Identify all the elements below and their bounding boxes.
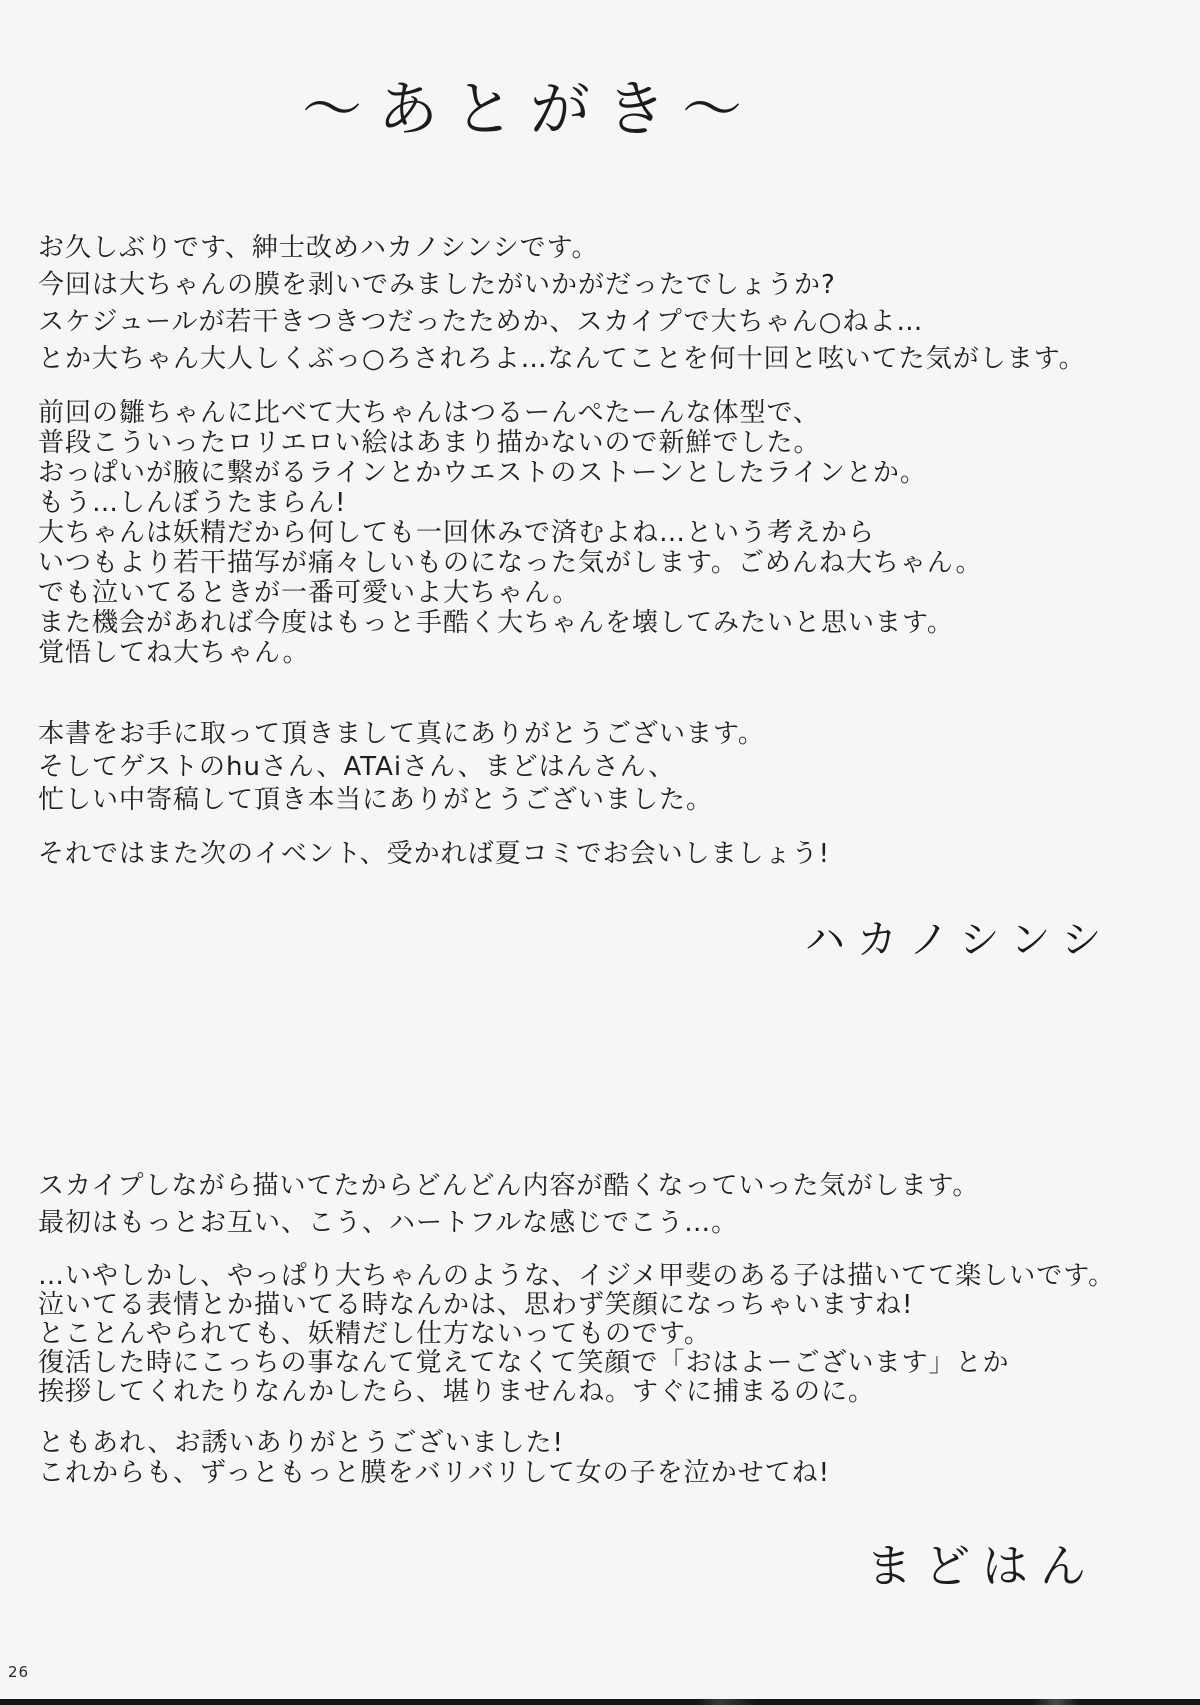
text-line: 本書をお手に取って頂きまして真にありがとうございます。 bbox=[38, 719, 765, 749]
signature-hakanoshinshi: ハカノシンシ bbox=[805, 917, 1114, 963]
text-line: スカイプしながら描いてたからどんどん内容が酷くなっていった気がします。 bbox=[38, 1171, 980, 1201]
text-line: お久しぶりです、紳士改めハカノシンシです。 bbox=[38, 233, 599, 263]
text-line: これからも、ずっともっと膜をバリバリして女の子を泣かせてね! bbox=[38, 1458, 831, 1488]
text-line: もう…しんぼうたまらん! bbox=[38, 488, 347, 518]
text-line: また機会があれば今度はもっと手酷く大ちゃんを壊してみたいと思います。 bbox=[38, 608, 954, 638]
text-line: 挨拶してくれたりなんかしたら、堪りませんね。すぐに捕まるのに。 bbox=[38, 1377, 876, 1407]
text-line: 泣いてる表情とか描いてる時なんかは、思わず笑顔になっちゃいますね! bbox=[38, 1290, 914, 1320]
main-afterword-closing bbox=[38, 838, 830, 871]
guest-afterword-paragraph-2 bbox=[38, 1262, 1115, 1407]
page-title: 〜あとがき〜 bbox=[302, 75, 758, 145]
text-line: 覚悟してね大ちゃん。 bbox=[38, 638, 310, 668]
text-line: 忙しい中寄稿して頂き本当にありがとうございました。 bbox=[38, 785, 714, 815]
main-afterword-paragraph-2 bbox=[38, 398, 982, 668]
text-line: とことんやられても、妖精だし仕方ないってものです。 bbox=[38, 1319, 711, 1349]
text-line: 復活した時にこっちの事なんて覚えてなくて笑顔で「おはよーございます」とか bbox=[38, 1348, 1010, 1378]
guest-afterword-paragraph-3 bbox=[38, 1428, 830, 1488]
text-line: とか大ちゃん大人しくぶっ○ろされろよ…なんてことを何十回と呟いてた気がします。 bbox=[38, 344, 1086, 374]
main-afterword-paragraph-1 bbox=[38, 230, 1086, 378]
scan-bottom-edge-artifact bbox=[0, 1699, 1200, 1705]
text-line: ともあれ、お誘いありがとうございました! bbox=[38, 1428, 564, 1458]
text-line: それではまた次のイベント、受かれば夏コミでお会いしましょう! bbox=[38, 839, 831, 869]
text-line: …いやしかし、やっぱり大ちゃんのような、イジメ甲斐のある子は描いてて楽しいです。 bbox=[38, 1261, 1116, 1291]
main-afterword-paragraph-3 bbox=[38, 718, 765, 817]
page-number: 26 bbox=[8, 1663, 30, 1681]
signature-madohan: まどはん bbox=[866, 1539, 1098, 1593]
text-line: そしてゲストのhuさん、ATAiさん、まどはんさん、 bbox=[38, 752, 676, 782]
text-line: 前回の雛ちゃんに比べて大ちゃんはつるーんぺたーんな体型で、 bbox=[38, 398, 820, 428]
text-line: 今回は大ちゃんの膜を剥いでみましたがいかがだったでしょうか? bbox=[38, 270, 836, 300]
guest-afterword-paragraph-1 bbox=[38, 1168, 979, 1242]
text-line: いつもより若干描写が痛々しいものになった気がします。ごめんね大ちゃん。 bbox=[38, 548, 983, 578]
text-line: 最初はもっとお互い、こう、ハートフルな感じでこう…。 bbox=[38, 1208, 739, 1238]
text-line: スケジュールが若干きつきつだったためか、スカイプで大ちゃん○ねよ… bbox=[38, 307, 924, 337]
text-line: 大ちゃんは妖精だから何しても一回休みで済むよね…という考えから bbox=[38, 518, 876, 548]
text-line: おっぱいが腋に繋がるラインとかウエストのストーンとしたラインとか。 bbox=[38, 458, 927, 488]
text-line: でも泣いてるときが一番可愛いよ大ちゃん。 bbox=[38, 578, 580, 608]
text-line: 普段こういったロリエロい絵はあまり描かないので新鮮でした。 bbox=[38, 428, 821, 458]
